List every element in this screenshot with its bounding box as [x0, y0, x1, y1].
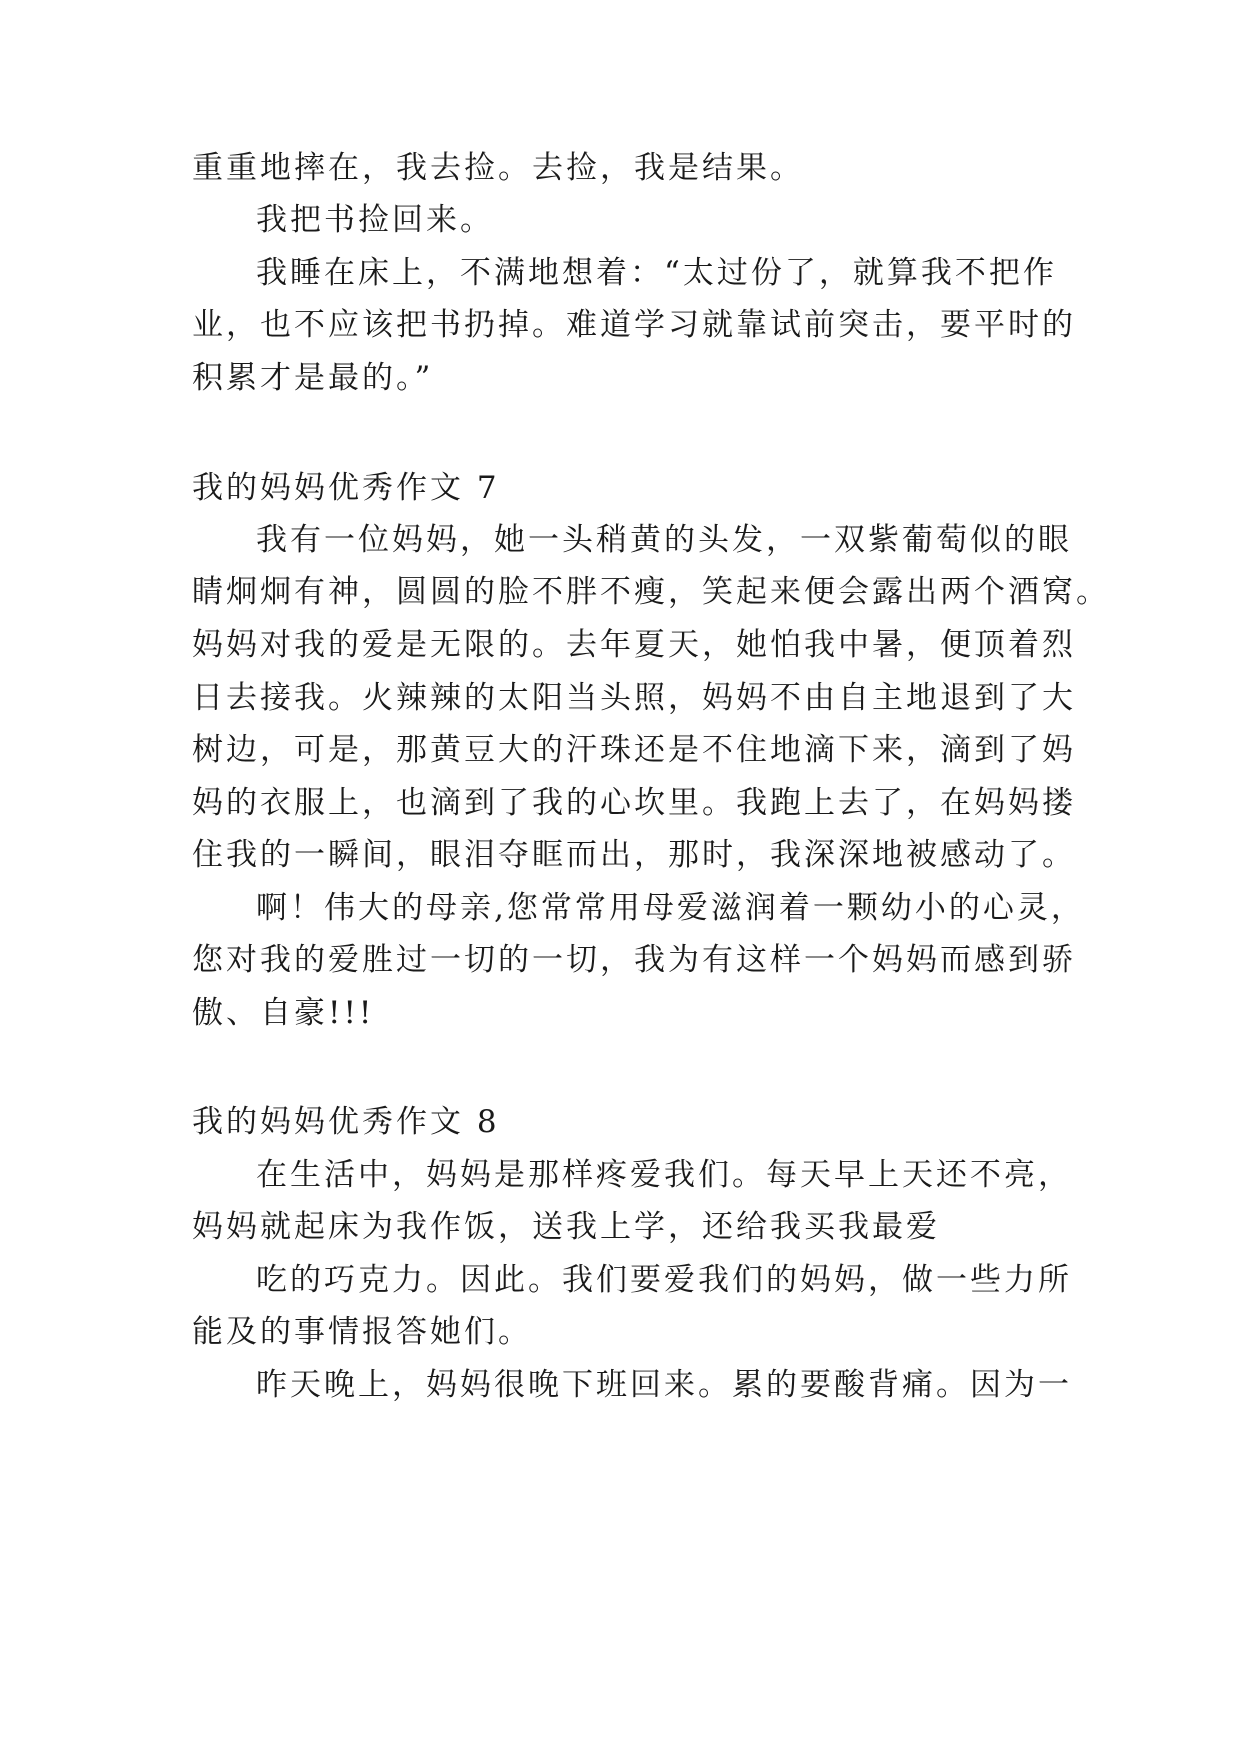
text-line: 积累才是最的。”: [192, 360, 434, 396]
text-line: 妈妈就起床为我作饭，送我上学，还给我买我最爱: [192, 1209, 940, 1245]
text-line: 能及的事情报答她们。: [192, 1314, 532, 1350]
text-line: 啊！伟大的母亲,您常常用母爱滋润着一颗幼小的心灵，: [256, 890, 1085, 926]
text-line: 我有一位妈妈，她一头稍黄的头发，一双紫葡萄似的眼: [256, 522, 1072, 558]
text-line: 我把书捡回来。: [256, 202, 494, 238]
text-line: 傲、自豪!!!: [192, 995, 375, 1031]
text-line: 重重地摔在，我去捡。去捡，我是结果。: [192, 150, 804, 186]
section-heading: 我的妈妈优秀作文 8: [192, 1104, 500, 1140]
text-line: 昨天晚上，妈妈很晚下班回来。累的要酸背痛。因为一: [256, 1367, 1072, 1403]
text-line: 吃的巧克力。因此。我们要爱我们的妈妈，做一些力所: [256, 1262, 1072, 1298]
text-line: 树边，可是，那黄豆大的汗珠还是不住地滴下来，滴到了妈: [192, 732, 1076, 768]
text-line: 住我的一瞬间，眼泪夺眶而出，那时，我深深地被感动了。: [192, 837, 1076, 873]
text-line: 我睡在床上，不满地想着：“太过份了，就算我不把作: [256, 255, 1057, 291]
text-line: 日去接我。火辣辣的太阳当头照，妈妈不由自主地退到了大: [192, 680, 1076, 716]
text-line: 睛炯炯有神，圆圆的脸不胖不瘦，笑起来便会露出两个酒窝。: [192, 574, 1110, 610]
text-line: 您对我的爱胜过一切的一切，我为有这样一个妈妈而感到骄: [192, 942, 1076, 978]
text-line: 妈的衣服上，也滴到了我的心坎里。我跑上去了，在妈妈搂: [192, 785, 1076, 821]
text-line: 在生活中，妈妈是那样疼爱我们。每天早上天还不亮，: [256, 1157, 1072, 1193]
text-line: 妈妈对我的爱是无限的。去年夏天，她怕我中暑，便顶着烈: [192, 627, 1076, 663]
text-line: 业，也不应该把书扔掉。难道学习就靠试前突击，要平时的: [192, 307, 1076, 343]
section-heading: 我的妈妈优秀作文 7: [192, 470, 500, 506]
